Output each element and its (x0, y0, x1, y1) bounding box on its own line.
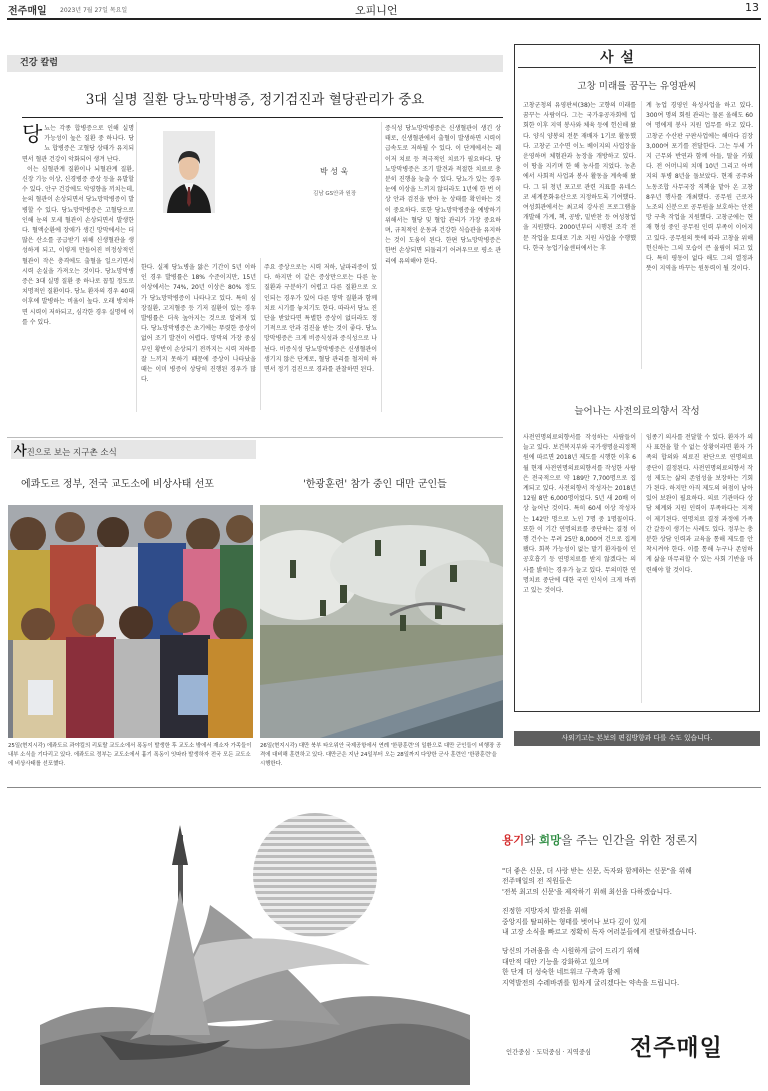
column-text-2: 한다. 실제 당뇨병을 앓은 기간이 5년 이하인 경우 발병률은 18% 수준이지만, 15년 이상에서는 74%, 20년 이상은 80% 정도가 당뇨망막병증이 나타나고 있다. 특히 심장질환, 고지혈증 등 기저 질환이 있는 경우 발병률은 더욱 높아지는 것으로 알려져 있다. 당뇨망막병증은 초기에는 뚜렷한 증상이 없어 조기 발견이 어렵다. 망막의 가장 중심부인 황반이 손상되기 전까지는 시력 저하를 잘 느끼지 못하기 때문에 증상이 나타났을 때는 이미 병증이 상당히 진행된 경우가 많다. (141, 264, 256, 384)
header-rule (7, 18, 761, 20)
page-number: 13 (745, 1, 759, 14)
editorial-1-text-1: 고창군청의 유영판씨(38)는 고향의 미래를 꿈꾸는 사람이다. 그는 국가유공자회에 입회한 이후 지역 봉사와 체육 등에 헌신해 왔다. 양식 양봉의 전문 재배자 1기로 활동했다. 고창군 고수면 이노 베이지의 사업장을 운영하며 체험관과 농장을 개방하고 있다. 이 땅을 지키며 한 해 농사를 지었다. 농촌에서 사회적 사업과 봉사 활동을 계속해 왔다. 그 뒤 청년 포고로 관련 지표를 유네스코 세계문화유산으로 지정하도록 기여했다. 여성회관에서는 최고의 강사진 프로그램을 개발해 가계, 책, 공방, 밑반찬 등 여성창업을 지원했다. 2000년부터 시행된 조각 전문 작업을 토대로 기초 지원 사업을 수행했다. 한국 농업기술센터에서는 후 (523, 102, 636, 252)
ad-logo: 전주매일 (630, 1035, 723, 1061)
editorial-heading: 사 설 (600, 50, 635, 66)
header-date: 2023년 7월 27일 목요일 (60, 7, 128, 14)
photo-ecuador-prison (8, 505, 253, 738)
ad-illustration (40, 795, 470, 1085)
photo-taiwan-drill (260, 505, 503, 738)
photo-headline-1: 에콰도르 정부, 전국 교도소에 비상사태 선포 (21, 479, 214, 490)
ad-line: 한 단계 더 성숙한 네트워크 구축과 함께 (502, 968, 621, 977)
photo-section-rule (7, 437, 503, 438)
editorial-title-2: 늘어나는 사전의료의향서 작성 (574, 406, 700, 417)
editorial-title-1: 고창 미래를 꿈꾸는 유영판씨 (577, 81, 697, 92)
author-portrait-image (163, 131, 215, 213)
military-drill-photo-image (260, 505, 503, 738)
editorial-divider (641, 101, 642, 369)
ad-line: '전북 최고의 신문'을 제작하기 위해 최선을 다하겠습니다. (502, 887, 672, 896)
column-text-1 (22, 124, 134, 410)
photo-section-tag-big: 사 (14, 444, 27, 459)
author-affiliation: 김남 GS안과 원장 (313, 191, 357, 197)
column-divider (381, 122, 382, 412)
column-divider (260, 258, 261, 410)
editorial-1-text-2: 계 농업 경영인 육성사업을 하고 있다. 300여 명의 회원 관리는 물론 올해도 60여 명에게 봉사 지원 업무를 하고 있다. 고창군 수산판 구판사업에는 해마다 김장 3,000여 포기를 전달한다. 그는 두세 가지 근무와 반연과 함께 아들, 딸을 키웠다. 전 어머니의 치매 10년 그리고 아버지의 투병 8년을 돌보았다. 현재 공주와 노동조합 사무국장 직책을 맡아 온 고창 8우년 행사를 개최했다. 공무원 근로자 노조의 신분으로 공무원을 보호하는 안전망 구축 작업을 지원했다. 고창군에는 현재 형성 중인 공무원 인력 부족이 이어지고 있다. 공무원의 뜻에 따라 고창을 위해 헌신하는 그의 모습이 큰 울림이 되고 있다. 특히 평동이 없다 해도 그의 열정과 뜻이 지역을 바꾸는 원동력이 될 것이다. (646, 102, 753, 273)
photo-caption-1: 25일(현지시각) 에콰도르 과야킬의 리토랄 교도소에서 폭동이 발생한 후 교도소 밖에서 재소자 가족들이 내부 소식을 기다리고 있다. 에콰도르 정부는 교도소에서 흉기 폭동이 잇따라 발생하자 전국 모든 교도소에 비상사태를 선포했다. (8, 743, 252, 767)
author-photo (163, 131, 215, 213)
ad-line: 지역발전의 수레바퀴를 힘차게 굴리겠다는 약속을 드립니다. (502, 978, 680, 987)
masthead-name: 전주매일 (8, 6, 47, 17)
drop-cap: 당 (22, 124, 43, 146)
ad-headline (502, 832, 698, 848)
disclaimer-bar: 사외기고는 본보의 편집방향과 다를 수도 있습니다. (514, 731, 760, 746)
editorial-2-text-2: 임종기 의사를 전달할 수 있다. 환자가 의사 표현을 할 수 없는 상황이라면 환자 가족의 합의와 의료진 판단으로 연명의료 중단이 결정된다. 사전연명의료의향서 작성 제도는 삶의 존엄성을 보장하는 기회가 된다. 하지만 아직 제도의 허점이 남아 있어 보완이 필요하다. 의료 기관마다 상담 체계와 지원 인력이 부족하다는 지적이 제기된다. 연명치료 결정 과정에 가족 간 갈등이 생기는 사례도 있다. 정부는 충분한 상담 인력과 교육을 통해 제도를 안착시켜야 한다. 이를 통해 누구나 존엄하게 삶을 마무리할 수 있는 사회 기반을 마련해야 할 것이다. (646, 434, 753, 574)
column-text-3: 주요 증상으로는 시력 저하, 날파리증이 있다. 하지만 이 같은 증상만으로는 다른 눈 질환과 구분하기 어렵고 다른 질환으로 오인되는 경우가 있어 다른 망막 질환과 함께 치료 시기를 놓치기도 한다. 따라서 당뇨 진단을 받았다면 특별한 증상이 없더라도 정기적으로 안과 검진을 받는 것이 좋다. 당뇨망막병증은 크게 비증식성과 증식성으로 나뉜다. 비증식성 당뇨망막병증은 신생혈관이 생기지 않은 단계로, 혈당 관리를 철저히 하면서 정기 검진으로 경과를 관찰하면 된다. (264, 264, 377, 374)
ad-headline-and: 와 (524, 833, 539, 847)
ad-line: 내 고장 소식을 빠르고 정확히 독자 여러분들에게 전달하겠습니다. (502, 928, 697, 937)
column-text-4: 증식성 당뇨망막병증은 신생혈관이 생긴 상태로, 신생혈관에서 출혈이 발생하면 시력이 급속도로 저하될 수 있다. 이 단계에서는 레이저 치료 등 적극적인 치료가 필요하다. 당뇨망막병증은 조기 발견과 적절한 치료로 충분히 진행을 늦출 수 있다. 당뇨가 있는 경우 눈에 이상을 느끼지 않더라도 1년에 한 번 이상 안과 검진을 받아 눈 상태를 확인하는 것이 중요하다. 또한 당뇨망막병증을 예방하기 위해서는 혈당 및 혈압 관리가 가장 중요하며, 규칙적인 운동과 건강한 식습관을 유지하는 것이 도움이 된다. 한편 당뇨망막병증은 한번 손상되면 되돌리기 어려우므로 평소 관리에 유의해야 한다. (385, 125, 501, 265)
ad-line: "더 좋은 신문, 더 사랑 받는 신문, 독자와 함께하는 신문"을 위해 (502, 867, 692, 875)
ad-line: 진정한 지방자치 발전을 위해 (502, 907, 588, 916)
photo-headline-2: '한광훈련' 참가 중인 대만 군인들 (303, 479, 447, 490)
ad-line: 중앙지를 탈피하는 형태를 벗어나 보다 깊이 있게 (502, 917, 647, 926)
column-tag: 건강 칼럼 (7, 55, 503, 72)
title-rule (22, 117, 503, 118)
editorial-heading-rule (518, 67, 756, 68)
editorial-2-text-1: 사전연명의료의향서를 작성하는 사람들이 늘고 있다. 보건복지부와 국가생명윤리정책원에 따르면 2018년 제도를 시행한 이후 6월 현재 사전연명의료의향서를 작성한 사람은 전국적으로 약 189만 7,700명으로 집계되고 있다. 사전의향서 작성자는 2018년 12월 8만 6,000명이었다. 5년 새 20배 이상 늘어난 것이다. 특히 60세 이상 작성자는 142만 명으로 노인 7명 중 1명꼴이다. 또한 이 기간 연명의료를 중단하는 결정 이행 건수는 무려 25만 8,000여 건으로 집계됐다. 회복 가능성이 없는 말기 환자들이 인공호흡기 등 연명치료를 받지 않겠다는 의사를 밝히는 경우가 늘고 있다. 무의미한 연명치료 중단에 대한 국민 인식이 크게 바뀌고 있는 것이다. (523, 434, 636, 595)
editorial-divider (641, 433, 642, 703)
crowd-photo-image (8, 505, 253, 738)
photo-section-tag-text: 진으로 보는 지구촌 소식 (26, 448, 117, 458)
ad-body (502, 866, 752, 988)
ad-slogan: 인간중심 · 도덕중심 · 지역중심 (506, 1049, 592, 1056)
ad-headline-hope: 희망 (538, 833, 562, 847)
ad-line: 당신의 가려움을 속 시원하게 긁어 드리기 위해 (502, 947, 640, 956)
column-divider (136, 122, 137, 412)
ad-top-rule (7, 787, 761, 788)
ad-headline-rest: 을 주는 인간을 위한 정론지 (561, 833, 699, 847)
photo-caption-2: 26일(현지시각) 대만 북부 타오위안 국제공항에서 연례 '한광훈련'의 일환으로 대만 군인들이 비행장 공격에 대비해 훈련하고 있다. 대만군은 지난 24일부터 오는 28일까지 다양한 군사 훈련인 '한광훈련'을 시행한다. (260, 743, 502, 767)
author-name: 박 성 욱 (320, 167, 349, 176)
ad-headline-courage: 용기 (502, 833, 525, 847)
column-paragraph: 이는 심혈관계 질환이나 뇌혈관계 질환, 신장 기능 이상, 신경병증 증상 등을 유발할 수 있다. 안구 건강에도 악영향을 끼치는데, 눈의 혈관이 손상되면서 당뇨망막병증이 발병할 수 있다. 당뇨망막병증은 고혈당으로 인해 눈의 모세 혈관이 손상되면서 발생한다. 혈액순환에 장애가 생긴 망막에서는 더 많은 산소를 공급받기 위해 신생혈관을 생성하게 되고, 이렇게 만들어진 비정상적인 혈관이 작은 충격에도 출혈을 일으키면서 시력 손실을 가져오는 것이다. 당뇨망막병증은 3대 실명 질환 중 하나로 꼽힐 정도로 치명적인 질환이다. 당뇨 환자의 경우 40대 이후에 발병하는 비율이 높다. 오래 방치하면 시력이 저하되고, 심각한 경우 실명에 이를 수 있다. (22, 165, 134, 326)
ad-line: 대안적 대안 기능을 강화하고 있으며 (502, 957, 610, 966)
column-lead-paragraph: 뇨는 각종 합병증으로 인해 실명 가능성이 높은 질환 중 하나다. 당뇨 합병증은 고혈당 상태가 유지되면서 혈관 건강이 악화되어 생겨 난다. (22, 125, 134, 163)
sailboat-illustration (40, 795, 470, 1085)
section-title: 오피니언 (355, 4, 398, 17)
ad-line: 전주매일의 전 직원들은 (502, 877, 572, 886)
column-title: 3대 실명 질환 당뇨망막병증, 정기검진과 혈당관리가 중요 (85, 92, 425, 108)
photo-section-tag (11, 440, 256, 459)
